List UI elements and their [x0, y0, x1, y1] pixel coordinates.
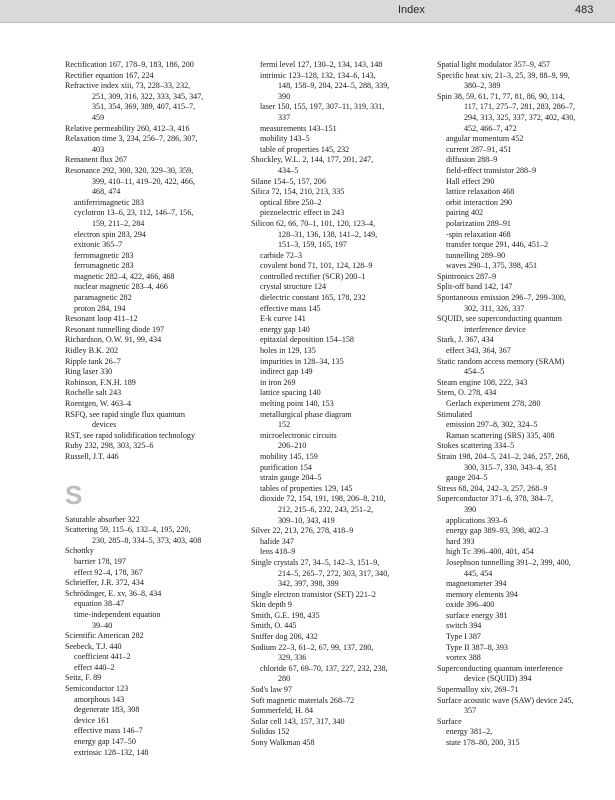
index-entry: Seebeck, T.J. 440 — [65, 641, 122, 651]
index-subentry: purification 154 — [260, 462, 312, 472]
index-entry: Roentgen, W. 463–4 — [65, 399, 132, 408]
index-entry: Saturable absorber 322 — [65, 514, 140, 524]
index-subentry: ferromagnetic 283 — [74, 250, 134, 260]
index-column-right — [437, 60, 607, 749]
index-subentry: holes in 129, 135 — [260, 346, 316, 356]
index-entry: Schrieffer, J.R. 372, 434 — [65, 578, 144, 588]
index-entry: Stark, J. 367, 434 — [437, 335, 494, 345]
index-subentry: Hall effect 290 — [446, 176, 495, 186]
index-subentry: energy gap 389–93, 398, 402–3 — [446, 526, 549, 536]
index-entry: Relaxation time 3, 234, 256–7, 286, 307, — [65, 134, 198, 144]
index-entry: Richardson, O.W. 91, 99, 434 — [65, 335, 162, 345]
index-entry: Spintronics 287–9 — [437, 271, 497, 281]
index-entry: Single crystals 27, 34–5, 142–3, 151–9, — [251, 557, 380, 567]
index-subentry: extrinsic 128–132, 148 — [74, 747, 149, 757]
index-subentry: gauge 204–5 — [446, 473, 488, 483]
index-subentry: Raman scattering (SRS) 335, 408 — [446, 430, 555, 440]
index-subentry: device (SQUID) 394 — [464, 674, 532, 684]
index-subentry: 309–10, 343, 419 — [278, 515, 335, 525]
index-subentry: 212, 215–6, 232, 243, 251–2, — [278, 504, 374, 514]
index-subentry: exitonic 365–7 — [74, 240, 123, 250]
index-subentry: mobility 145, 159 — [260, 451, 318, 461]
index-entry: Ridley B.K. 202 — [65, 346, 119, 356]
index-entry: Stern, O. 278, 434 — [437, 388, 497, 398]
index-entry: Sodium 22–3, 61–2, 67, 99, 137, 280, — [251, 642, 374, 652]
index-subentry: 151–3, 159, 165, 197 — [278, 240, 347, 250]
index-subentry: E-k curve 141 — [260, 314, 306, 324]
index-subentry: lattice relaxation 468 — [446, 187, 515, 197]
index-entry: Resonance 292, 300, 320, 329–30, 359, — [65, 165, 194, 175]
index-subentry: indirect gap 149 — [260, 367, 313, 377]
index-entry: Resonant loop 411–12 — [65, 314, 138, 324]
index-entry: Ring laser 330 — [65, 367, 113, 377]
index-subentry: barrier 178, 197 — [74, 556, 126, 566]
index-subentry: 454–5 — [464, 367, 485, 377]
index-entry: Resonant tunnelling diode 197 — [65, 324, 165, 334]
index-entry: Scientific American 282 — [65, 631, 144, 641]
running-title: Index — [398, 4, 425, 16]
index-entry: Ruby 232, 298, 303, 325–6 — [65, 441, 154, 451]
index-subentry: interference device — [464, 324, 526, 334]
index-entry: Sniffer dog 206, 432 — [251, 632, 318, 642]
index-subentry: 329, 336 — [278, 653, 307, 663]
index-subentry: 342, 397, 398, 399 — [278, 579, 339, 589]
index-entry: Specific heat xiv, 21–3, 25, 39, 88–9, 99, — [437, 70, 570, 80]
index-subentry: table of properties 145, 232 — [260, 144, 350, 154]
index-subentry: energy 381–2, — [446, 727, 493, 737]
index-subentry: waves 290–1, 375, 398, 451 — [446, 261, 538, 271]
index-entry: Rochelle salt 243 — [65, 388, 122, 398]
index-subentry: applications 393–6 — [446, 515, 508, 525]
index-entry: Spatial light modulator 357–9, 457 — [437, 60, 551, 69]
index-subentry: magnetic 282–4, 422, 466, 468 — [74, 271, 175, 281]
index-subentry: lattice spacing 140 — [260, 388, 321, 398]
index-entry: Silane 154–5, 157, 206 — [251, 176, 326, 186]
index-subentry: 390 — [278, 91, 291, 101]
index-subentry: energy gap 140 — [260, 324, 310, 334]
index-entry: Skin depth 9 — [251, 600, 292, 610]
index-subentry: 445, 454 — [464, 568, 493, 578]
index-entry: Stokes scattering 334–5 — [437, 441, 515, 451]
index-entry: Schottky — [65, 546, 94, 556]
index-subentry: state 178–80, 200, 315 — [446, 738, 520, 747]
index-entry: Smith, G.E. 198, 435 — [251, 610, 320, 620]
index-subentry: switch 394 — [446, 621, 482, 631]
index-subentry: antiferrimagnetic 283 — [74, 197, 144, 207]
index-subentry: in iron 269 — [260, 377, 296, 387]
index-entry: Spin 38, 59, 61, 71, 77, 81, 86, 90, 114, — [437, 91, 565, 101]
index-subentry: covalent bond 71, 101, 124, 128–9 — [260, 261, 373, 271]
index-subentry: effect 343, 364, 367 — [446, 346, 511, 356]
index-subentry: Type II 387–8, 393 — [446, 642, 508, 652]
index-subentry: impurities in 128–34, 135 — [260, 356, 344, 366]
index-column-left — [65, 60, 235, 758]
index-subentry: 159, 211–2, 284 — [92, 218, 145, 228]
page-header — [0, 0, 615, 23]
index-subentry: 459 — [92, 112, 105, 122]
index-subentry: dielectric constant 165, 178, 232 — [260, 293, 366, 303]
index-entry: Rectification 167, 178–9, 183, 186, 200 — [65, 60, 194, 69]
section-letter: S — [65, 479, 83, 510]
index-entry: Superconducting quantum interference — [437, 663, 563, 673]
index-entry: Sony Walkman 458 — [251, 738, 315, 747]
index-subentry: 294, 313, 325, 337, 372, 402, 430, — [464, 112, 576, 122]
index-subentry: time-independent equation — [74, 609, 161, 619]
page-number: 483 — [575, 4, 594, 16]
index-entry: Relative permeability 260, 412–3, 416 — [65, 123, 190, 133]
index-entry: Rectifier equation 167, 224 — [65, 70, 154, 80]
index-entry: Surface — [437, 716, 462, 726]
index-subentry: hard 393 — [446, 536, 475, 546]
index-subentry: effect 440–2 — [74, 662, 115, 672]
index-entry: Supermalloy xiv, 269–71 — [437, 685, 519, 695]
index-subentry: 214–5, 265–7, 272, 303, 317, 340, — [278, 568, 390, 578]
index-subentry: cyclotron 13–6, 23, 112, 146–7, 156, — [74, 208, 194, 218]
index-subentry: tables of properties 129, 145 — [260, 483, 353, 493]
index-subentry: nuclear magnetic 283–4, 466 — [74, 282, 168, 292]
index-subentry: 357 — [464, 706, 477, 716]
index-subentry: fermi level 127, 130–2, 134, 143, 148 — [260, 60, 383, 69]
section-gap — [65, 463, 235, 475]
index-subentry: oxide 396–400 — [446, 600, 495, 610]
index-subentry: vortex 388 — [446, 653, 481, 663]
index-entry: Semiconductor 123 — [65, 684, 129, 694]
index-entry: Silica 72, 154, 210, 213, 335 — [251, 187, 345, 197]
index-entry: Ripple tank 26–7 — [65, 356, 121, 366]
index-subentry: degenerate 183, 308 — [74, 705, 140, 715]
index-entry: Superconductor 371–6, 378, 384–7, — [437, 494, 553, 504]
index-entry: Schrödinger, E. xv, 36–8, 434 — [65, 588, 162, 598]
index-entry: RST, see rapid solidification technology — [65, 430, 195, 440]
index-entry: Steam engine 108, 222, 343 — [437, 377, 528, 387]
index-subentry: effective mass 146–7 — [74, 726, 143, 736]
index-subentry: 128–31, 136, 138, 141–2, 149, — [278, 229, 378, 239]
index-subentry: intrinsic 123–128, 132, 134–6, 143, — [260, 70, 376, 80]
index-subentry: metallurgical phase diagram — [260, 409, 352, 419]
index-entry: Strain 198, 204–5, 241–2, 246, 257, 268, — [437, 451, 570, 461]
index-subentry: 468, 474 — [92, 187, 121, 197]
index-subentry: 251, 309, 316, 322, 333, 345, 347, — [92, 91, 204, 101]
index-subentry: electron spin 283, 294 — [74, 229, 146, 239]
index-subentry: Gerlach experiment 278, 280 — [446, 399, 541, 408]
index-subentry: 302, 311, 326, 337 — [464, 303, 525, 313]
index-subentry: energy gap 147–50 — [74, 737, 136, 747]
index-entry: Shockley, W.L. 2, 144, 177, 201, 247, — [251, 155, 374, 165]
index-entry: Sommerfeld, H. 84 — [251, 706, 314, 716]
index-subentry: Type I 387 — [446, 632, 481, 642]
index-subentry: 390 — [464, 504, 477, 514]
index-subentry: current 287–91, 451 — [446, 144, 512, 154]
index-entry: Silver 22, 213, 276, 278, 418–9 — [251, 526, 354, 536]
index-subentry: magnetometer 394 — [446, 579, 507, 589]
index-subentry: polarization 289–91 — [446, 218, 511, 228]
index-subentry: 280 — [278, 674, 291, 684]
index-entry: Russell, J.T. 446 — [65, 451, 119, 461]
index-subentry: devices — [92, 420, 117, 430]
index-subentry: 434–5 — [278, 165, 299, 175]
index-entry: Soft magnetic materials 268–72 — [251, 695, 355, 705]
index-subentry: microelectronic circuits — [260, 430, 337, 440]
index-subentry: 351, 354, 369, 389, 407, 415–7, — [92, 102, 196, 112]
index-subentry: surface energy 381 — [446, 610, 508, 620]
index-subentry: lens 418–9 — [260, 547, 296, 557]
index-subentry: field-effect transistor 288–9 — [446, 165, 537, 175]
index-entry: Robinson, F.N.H. 189 — [65, 377, 136, 387]
index-subentry: piezoelectric effect in 243 — [260, 208, 345, 218]
index-subentry: epitaxial deposition 154–158 — [260, 335, 354, 345]
index-subentry: tunnelling 289–90 — [446, 250, 506, 260]
index-subentry: amorphous 143 — [74, 694, 125, 704]
index-subentry: angular momentum 452 — [446, 134, 524, 144]
index-subentry: 230, 285–8, 334–5, 373, 403, 408 — [92, 535, 202, 545]
index-subentry: 403 — [92, 144, 105, 154]
index-subentry: pairing 402 — [446, 208, 484, 218]
index-subentry: equation 38–47 — [74, 599, 125, 609]
index-subentry: effective mass 145 — [260, 303, 321, 313]
index-subentry: melting point 140, 153 — [260, 399, 334, 408]
index-entry: Static random access memory (SRAM) — [437, 356, 565, 366]
index-subentry: emission 297–8, 302, 324–5 — [446, 420, 538, 430]
index-subentry: 380–2, 389 — [464, 81, 501, 91]
index-entry: Remanent flux 267 — [65, 155, 128, 165]
index-subentry: Josephson tunnelling 391–2, 399, 400, — [446, 557, 571, 567]
index-subentry: -spin relaxation 468 — [446, 229, 511, 239]
index-entry: Smith, O. 445 — [251, 621, 297, 631]
index-entry: Solar cell 143, 157, 317, 340 — [251, 716, 345, 726]
index-subentry: transfer torque 291, 446, 451–2 — [446, 240, 549, 250]
index-subentry: 300, 315–7, 330, 343–4, 351 — [464, 462, 558, 472]
index-subentry: strain gauge 204–5 — [260, 473, 322, 483]
index-subentry: 152 — [278, 420, 291, 430]
index-subentry: coefficient 441–2 — [74, 652, 131, 662]
index-subentry: 206–210 — [278, 441, 307, 451]
index-subentry: carbide 72–3 — [260, 250, 303, 260]
index-subentry: device 161 — [74, 715, 110, 725]
index-subentry: 39–40 — [92, 620, 113, 630]
index-entry: Split-off band 142, 147 — [437, 282, 513, 292]
index-subentry: laser 150, 155, 197, 307–11, 319, 331, — [260, 102, 385, 112]
index-subentry: 148, 158–9, 204, 224–5, 288, 339, — [278, 81, 390, 91]
index-subentry: 452, 466–7, 472 — [464, 123, 517, 133]
index-entry: Surface acoustic wave (SAW) device 245, — [437, 695, 574, 705]
index-subentry: chloride 67, 69–70, 137, 227, 232, 238, — [260, 663, 388, 673]
index-subentry: mobility 143–5 — [260, 134, 310, 144]
index-entry: SQUID, see superconducting quantum — [437, 314, 562, 324]
index-subentry: high Tᴄ 396–400, 401, 454 — [446, 547, 534, 557]
index-entry: Stimulated — [437, 409, 473, 419]
index-subentry: 337 — [278, 112, 291, 122]
index-entry: Scattering 59, 115–6, 132–4, 195, 220, — [65, 525, 191, 535]
index-subentry: dioxide 72, 154, 191, 198, 206–8, 210, — [260, 494, 386, 504]
index-subentry: optical fibre 250–2 — [260, 197, 322, 207]
index-subentry: 117, 171, 275–7, 281, 283, 286–7, — [464, 102, 575, 112]
index-entry: Single electron transistor (SET) 221–2 — [251, 589, 376, 599]
index-entry: Seitz, F. 89 — [65, 673, 102, 683]
index-subentry: memory elements 394 — [446, 589, 518, 599]
index-entry: Silicon 62, 66, 70–1, 101, 120, 123–4, — [251, 218, 376, 228]
index-entry: RSFQ, see rapid single flux quantum — [65, 409, 186, 419]
index-subentry: ferromagnetic 283 — [74, 261, 134, 271]
index-entry: Spontaneous emission 296–7, 299–300, — [437, 293, 566, 303]
index-subentry: crystal structure 124 — [260, 282, 327, 292]
index-entry: Solidus 152 — [251, 727, 290, 737]
index-subentry: halide 347 — [260, 536, 294, 546]
index-column-middle — [251, 60, 423, 749]
index-subentry: 399, 410–11, 419–20, 422, 466, — [92, 176, 195, 186]
index-entry: Refractive index xiii, 73, 228–33, 232, — [65, 81, 191, 91]
index-subentry: diffusion 288–9 — [446, 155, 498, 165]
index-subentry: proton 284, 194 — [74, 303, 126, 313]
index-subentry: paramagnetic 282 — [74, 293, 132, 303]
index-subentry: effect 92–4, 178, 367 — [74, 567, 143, 577]
index-subentry: orbit interaction 290 — [446, 197, 513, 207]
index-subentry: measurements 143–151 — [260, 123, 337, 133]
index-entry: Sod's law 97 — [251, 685, 293, 695]
index-entry: Stress 68, 204, 242–3, 257, 268–9 — [437, 483, 548, 493]
index-subentry: controlled rectifier (SCR) 200–1 — [260, 271, 366, 281]
